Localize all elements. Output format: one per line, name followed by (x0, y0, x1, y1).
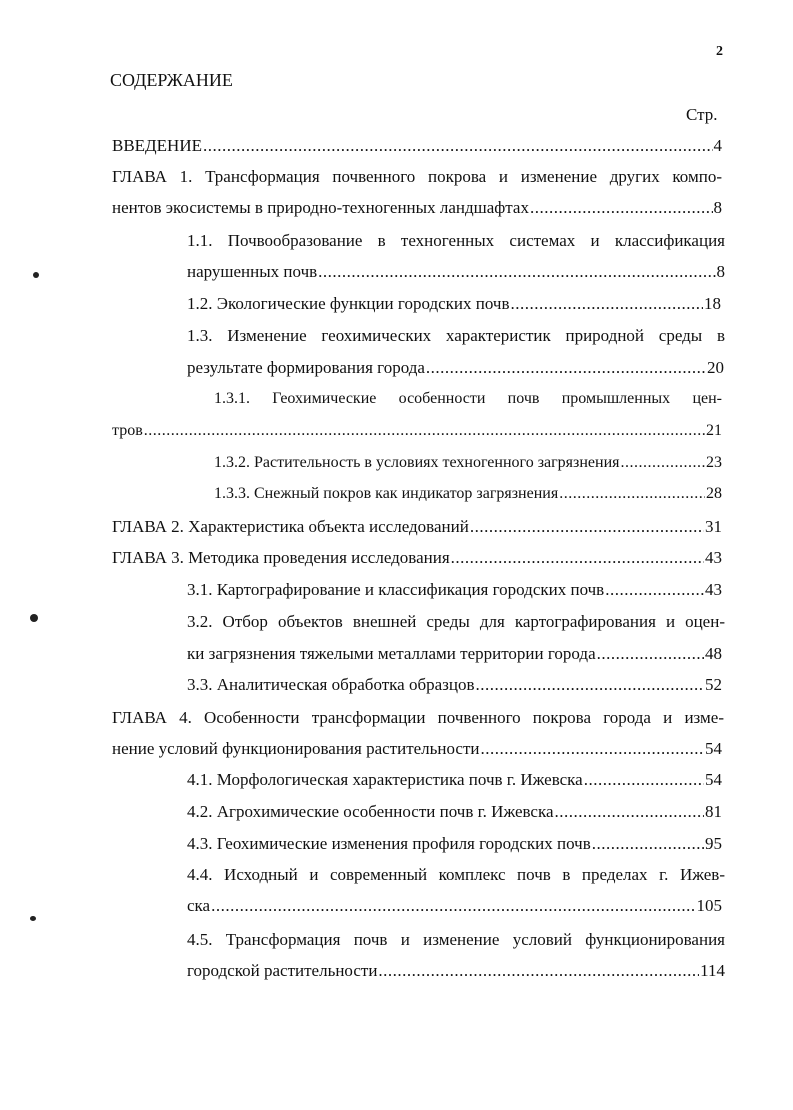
toc-entry-1-3[interactable] (187, 356, 724, 380)
toc-entry-title: 1.3.2. Растительность в условиях техногенного загрязнения (214, 454, 620, 471)
toc-entry-3-2-line1[interactable]: 3.2. Отбор объектов внешней среды для картографирования и оцен- (187, 612, 725, 631)
page-number: 2 (716, 44, 723, 59)
toc-entry-page: 23 (706, 454, 722, 471)
toc-entry-ch4-line1[interactable]: ГЛАВА 4. Особенности трансформации почвенного покрова города и изме- (112, 708, 724, 727)
toc-entry-title: ГЛАВА 3. Методика проведения исследования (112, 548, 450, 567)
leader-dots (144, 419, 705, 443)
toc-entry-page: 28 (706, 485, 722, 502)
toc-entry-intro[interactable] (112, 134, 722, 158)
toc-entry-page: 43 (705, 580, 722, 599)
toc-entry-title: 1.3.3. Снежный покров как индикатор загрязнения (214, 485, 559, 502)
toc-entry-title: нарушенных почв (187, 262, 318, 281)
toc-entry-1-3-3[interactable] (214, 482, 722, 506)
toc-entry-title: нение условий функционирования растительности (112, 739, 480, 758)
toc-entry-ch1[interactable] (112, 196, 722, 220)
toc-entry-4-3[interactable] (187, 832, 722, 856)
toc-entry-ch1-line1[interactable]: ГЛАВА 1. Трансформация почвенного покрова и изменение других компо- (112, 167, 722, 186)
toc-entry-title: 3.1. Картографирование и классификация городских почв (187, 580, 605, 599)
leader-dots (511, 292, 703, 316)
toc-entry-title: 1.2. Экологические функции городских почв (187, 294, 510, 313)
toc-entry-page: 20 (707, 358, 724, 377)
scan-speck (33, 272, 39, 278)
toc-entry-1-1[interactable] (187, 260, 725, 284)
toc-entry-3-1[interactable] (187, 578, 722, 602)
leader-dots (451, 546, 704, 570)
toc-entry-title: нентов экосистемы в природно-техногенных ландшафтах (112, 198, 529, 217)
leader-dots (426, 356, 706, 380)
leader-dots (597, 642, 704, 666)
toc-entry-title: 4.3. Геохимические изменения профиля городских почв (187, 834, 591, 853)
toc-entry-page: 52 (705, 675, 722, 694)
page-title: СОДЕРЖАНИЕ (110, 70, 233, 90)
toc-entry-1-3-1[interactable] (112, 419, 722, 443)
toc-entry-1-3-2[interactable] (214, 451, 722, 475)
leader-dots (378, 959, 699, 983)
leader-dots (530, 196, 713, 220)
toc-entry-title: результате формирования города (187, 358, 425, 377)
toc-entry-1-1-line1[interactable]: 1.1. Почвообразование в техногенных системах и классификация (187, 231, 725, 250)
toc-entry-page: 31 (705, 517, 722, 536)
toc-entry-4-2[interactable] (187, 800, 722, 824)
toc-entry-4-1[interactable] (187, 768, 722, 792)
leader-dots (211, 894, 695, 918)
leader-dots (476, 673, 705, 697)
toc-entry-1-3-line1[interactable]: 1.3. Изменение геохимических характеристик природной среды в (187, 326, 725, 345)
toc-entry-title: ВВЕДЕНИЕ (112, 136, 202, 155)
leader-dots (555, 800, 704, 824)
toc-entry-page: 81 (705, 802, 722, 821)
toc-entry-page: 54 (705, 770, 722, 789)
toc-entry-page: 105 (696, 896, 722, 915)
leader-dots (584, 768, 704, 792)
toc-entry-title: тров (112, 422, 143, 439)
toc-entry-title: 4.2. Агрохимические особенности почв г. Ижевска (187, 802, 554, 821)
toc-entry-page: 95 (705, 834, 722, 853)
leader-dots (481, 737, 704, 761)
leader-dots (592, 832, 704, 856)
toc-entry-page: 21 (706, 422, 722, 439)
page-column-label: Стр. (686, 105, 718, 124)
toc-entry-title: городской растительности (187, 961, 378, 980)
toc-entry-4-4-line1[interactable]: 4.4. Исходный и современный комплекс почв в пределах г. Ижев- (187, 865, 725, 884)
toc-entry-title: ска (187, 896, 211, 915)
toc-entry-title: ки загрязнения тяжелыми металлами территории города (187, 644, 596, 663)
toc-entry-page: 114 (700, 961, 725, 980)
toc-entry-title: 3.3. Аналитическая обработка образцов (187, 675, 475, 694)
leader-dots (605, 578, 704, 602)
toc-entry-4-4[interactable] (187, 894, 722, 918)
leader-dots (559, 482, 705, 506)
toc-entry-1-2[interactable] (187, 292, 721, 316)
toc-entry-ch3[interactable] (112, 546, 722, 570)
toc-entry-page: 18 (704, 294, 721, 313)
leader-dots (203, 134, 713, 158)
toc-entry-page: 43 (705, 548, 722, 567)
toc-entry-title: ГЛАВА 2. Характеристика объекта исследований (112, 517, 469, 536)
toc-entry-1-3-1-line1[interactable]: 1.3.1. Геохимические особенности почв промышленных цен- (214, 390, 722, 407)
toc-entry-page: 8 (713, 198, 722, 217)
toc-entry-4-5[interactable] (187, 959, 725, 983)
toc-entry-page: 4 (713, 136, 722, 155)
toc-entry-ch4[interactable] (112, 737, 722, 761)
scan-speck (30, 916, 36, 921)
toc-entry-4-5-line1[interactable]: 4.5. Трансформация почв и изменение условий функционирования (187, 930, 725, 949)
leader-dots (621, 451, 706, 475)
toc-entry-title: 4.1. Морфологическая характеристика почв г. Ижевска (187, 770, 583, 789)
leader-dots (318, 260, 715, 284)
scan-speck (30, 614, 38, 622)
toc-entry-page: 48 (705, 644, 722, 663)
leader-dots (470, 515, 704, 539)
toc-entry-page: 8 (716, 262, 725, 281)
toc-entry-3-2[interactable] (187, 642, 722, 666)
toc-entry-3-3[interactable] (187, 673, 722, 697)
toc-entry-page: 54 (705, 739, 722, 758)
toc-entry-ch2[interactable] (112, 515, 722, 539)
